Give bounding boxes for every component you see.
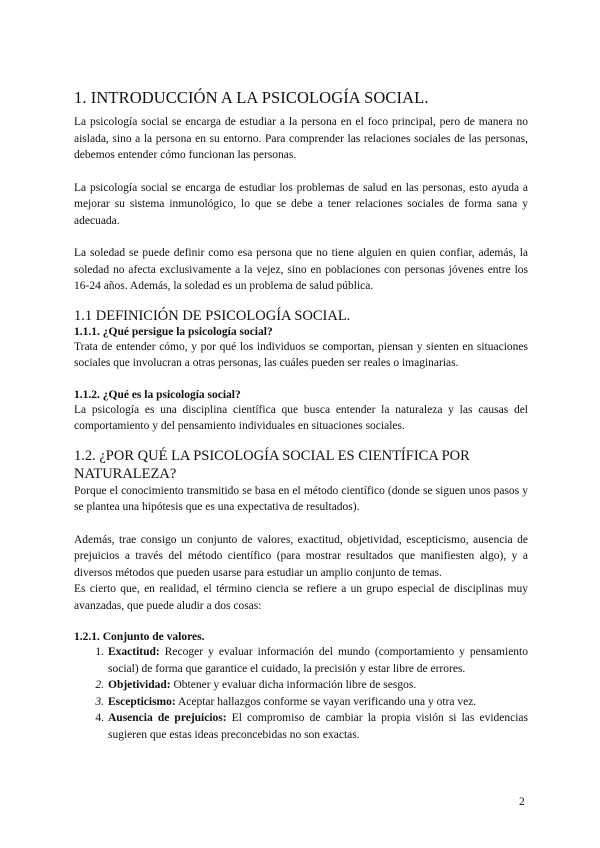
paragraph-termino-ciencia: Es cierto que, en realidad, el término ciencia se refiere a un grupo especial de disciplinas muy avanzadas, que puede aludir a dos cosas: (74, 583, 528, 612)
intro-paragraph-2: La psicología social se encarga de estudiar los problemas de salud en las personas, esto ayuda a mejorar su sistema inmunológico, lo que se debe a tener relaciones sociales de forma sana y adecuada. (74, 181, 528, 227)
list-item-text: Obtener y evaluar dicha información libre de sesgos. (170, 679, 417, 691)
list-item-term: Escepticismo: (108, 695, 176, 708)
page-content (74, 88, 528, 743)
list-item: 1. Exactitud: Recoger y evaluar información del mundo (comportamiento y pensamiento social) de forma que garantice el cuidado, la precisión y estar libre de errores. (95, 646, 528, 675)
paragraph-conjunto-valores: Además, trae consigo un conjunto de valores, exactitud, objetividad, escepticismo, ausencia de prejuicios a través del método científico (para mostrar resultados que manifiesten algo), y a diversos métodos que pueden usarse para estudiar un amplio conjunto de temas. (74, 533, 528, 579)
list-item-term: Ausencia de prejuicios: (108, 712, 227, 724)
list-item-text: Recoger y evaluar información del mundo (comportamiento y pensamiento social) de forma que garantice el cuidado, la precisión y estar libre de errores. (108, 646, 528, 675)
intro-paragraph-1: La psicología social se encarga de estudiar a la persona en el foco principal, pero de manera no aislada, sino a la persona en su entorno. Para comprender las relaciones sociales de las personas, debemos entender cómo funcionan las personas. (74, 116, 528, 161)
list-item: 4. Ausencia de prejuicios: El compromiso de cambiar la propia visión si las evidencias sugieren que estas ideas preconcebidas no son exactas. (95, 712, 528, 741)
subheading-conjunto-valores: 1.2.1. Conjunto de valores. (74, 631, 205, 643)
subheading-que-es: 1.1.2. ¿Qué es la psicología social? (74, 388, 241, 401)
values-list (74, 644, 528, 743)
subheading-que-persigue: 1.1.1. ¿Qué persigue la psicología social? (74, 325, 273, 338)
heading-definicion: 1.1 DEFINICIÓN DE PSICOLOGÍA SOCIAL. (74, 307, 351, 324)
page-number: 2 (519, 796, 525, 808)
list-item-term: Exactitud: (108, 646, 160, 658)
list-item: 3. Escepticismo: Aceptar hallazgos conforme se vayan verificando una y otra vez. (95, 695, 477, 708)
paragraph-que-es: La psicología es una disciplina científica que busca entender la naturaleza y las causas del comportamiento y del pensamiento individuales en situaciones sociales. (74, 403, 528, 432)
list-item: 2. Objetividad: Obtener y evaluar dicha información libre de sesgos. (95, 679, 417, 691)
list-item-term: Objetividad: (108, 679, 171, 691)
paragraph-que-persigue: Trata de entender cómo, y por qué los individuos se comportan, piensan y sienten en situaciones sociales que involucran a otras personas, las cuáles pueden ser reales o imaginarias. (74, 340, 528, 369)
list-item-text: El compromiso de cambiar la propia visión si las evidencias sugieren que estas ideas preconcebidas no son exactas. (108, 712, 528, 741)
list-item-text: Aceptar hallazgos conforme se vayan verificando una y otra vez. (175, 695, 477, 708)
heading-por-que-cientifica: 1.2. ¿POR QUÉ LA PSICOLOGÍA SOCIAL ES CIENTÍFICA POR NATURALEZA? (74, 447, 470, 482)
intro-paragraph-3: La soledad se puede definir como esa persona que no tiene alguien en quien confiar, además, la soledad no afecta exclusivamente a la vejez, sino en poblaciones con personas jóvenes entre los 16-24 años. Además, la soledad es un problema de salud pública. (74, 247, 528, 292)
heading-introduccion: 1. INTRODUCCIÓN A LA PSICOLOGÍA SOCIAL. (74, 88, 429, 107)
paragraph-metodo-cientifico: Porque el conocimiento transmitido se basa en el método científico (donde se siguen unos pasos y se plantea una hipótesis que es una expectativa de resultados). (74, 484, 528, 513)
